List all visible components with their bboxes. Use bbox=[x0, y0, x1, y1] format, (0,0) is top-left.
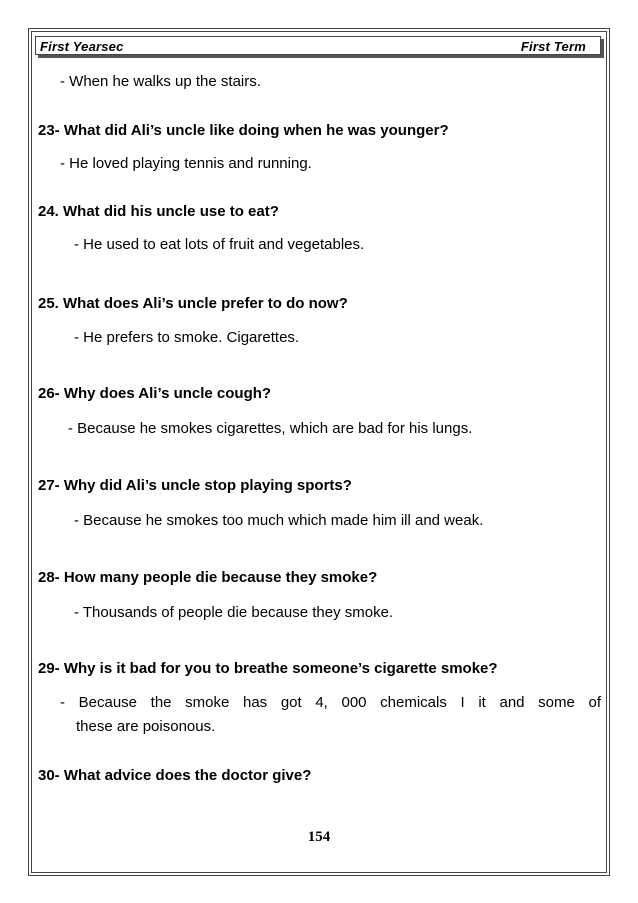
question-line: 28- How many people die because they smoke? bbox=[38, 569, 378, 586]
question-line: 27- Why did Ali’s uncle stop playing sports? bbox=[38, 477, 352, 494]
question-line: 29- Why is it bad for you to breathe someone’s cigarette smoke? bbox=[38, 660, 498, 677]
answer-line: - Because the smoke has got 4, 000 chemicals I it and some of bbox=[60, 694, 601, 711]
answer-line: - Thousands of people die because they smoke. bbox=[74, 604, 394, 621]
answer-line: - He prefers to smoke. Cigarettes. bbox=[74, 329, 300, 346]
question-line: 26- Why does Ali’s uncle cough? bbox=[38, 385, 272, 402]
question-line: 30- What advice does the doctor give? bbox=[38, 767, 312, 784]
answer-line: - He used to eat lots of fruit and vegetables. bbox=[74, 236, 365, 253]
answer-line: - Because he smokes cigarettes, which are bad for his lungs. bbox=[68, 420, 473, 437]
answer-line: - He loved playing tennis and running. bbox=[60, 155, 312, 172]
page-header bbox=[35, 36, 601, 55]
answer-line: - Because he smokes too much which made him ill and weak. bbox=[74, 512, 484, 529]
header-term-label: First Term bbox=[520, 39, 586, 54]
answer-line-continued: these are poisonous. bbox=[76, 718, 216, 735]
question-line: 25. What does Ali’s uncle prefer to do now? bbox=[38, 295, 348, 312]
header-year-label: First Yearsec bbox=[40, 39, 124, 54]
question-line: 24. What did his uncle use to eat? bbox=[38, 203, 279, 220]
answer-line: - When he walks up the stairs. bbox=[60, 73, 261, 90]
page-number: 154 bbox=[307, 829, 331, 845]
question-line: 23- What did Ali’s uncle like doing when he was younger? bbox=[38, 122, 449, 139]
